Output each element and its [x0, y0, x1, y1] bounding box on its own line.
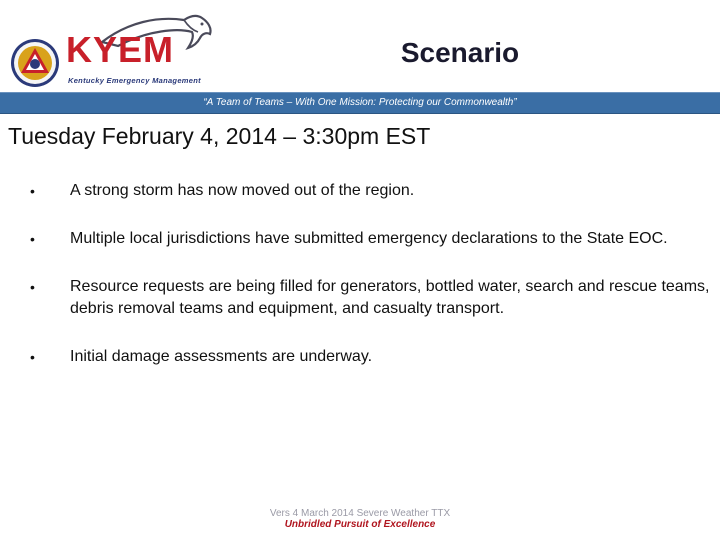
logo-text: KYEM — [66, 29, 175, 70]
slide-header — [0, 0, 720, 92]
scenario-datetime-heading: Tuesday February 4, 2014 – 3:30pm EST — [8, 123, 431, 149]
footer-tagline: Unbridled Pursuit of Excellence — [284, 519, 436, 530]
bullet-text: Resource requests are being filled for generators, bottled water, search and rescue teams, debris removal teams and equipment, and casualty transport. — [70, 278, 710, 317]
kentucky-emergency-management-seal-icon — [10, 38, 60, 88]
logo-subtitle: Kentucky Emergency Management — [68, 76, 201, 85]
list-item — [28, 228, 718, 250]
bullet-list — [28, 180, 718, 394]
bullet-icon: • — [30, 349, 35, 365]
bullet-text: Multiple local jurisdictions have submitted emergency declarations to the State EOC. — [70, 230, 668, 247]
bullet-icon: • — [30, 279, 35, 295]
footer-version: Vers 4 March 2014 Severe Weather TTX — [269, 508, 451, 519]
bullet-icon: • — [30, 231, 35, 247]
list-item — [28, 346, 718, 368]
bullet-text: A strong storm has now moved out of the region. — [70, 182, 415, 199]
motto-text: “A Team of Teams – With One Mission: Protecting our Commonwealth” — [203, 97, 517, 108]
page-title: Scenario — [400, 37, 520, 68]
motto-banner — [0, 92, 720, 114]
bullet-icon: • — [30, 183, 35, 199]
list-item — [28, 180, 718, 202]
bullet-text: Initial damage assessments are underway. — [70, 348, 373, 365]
list-item — [28, 276, 718, 320]
